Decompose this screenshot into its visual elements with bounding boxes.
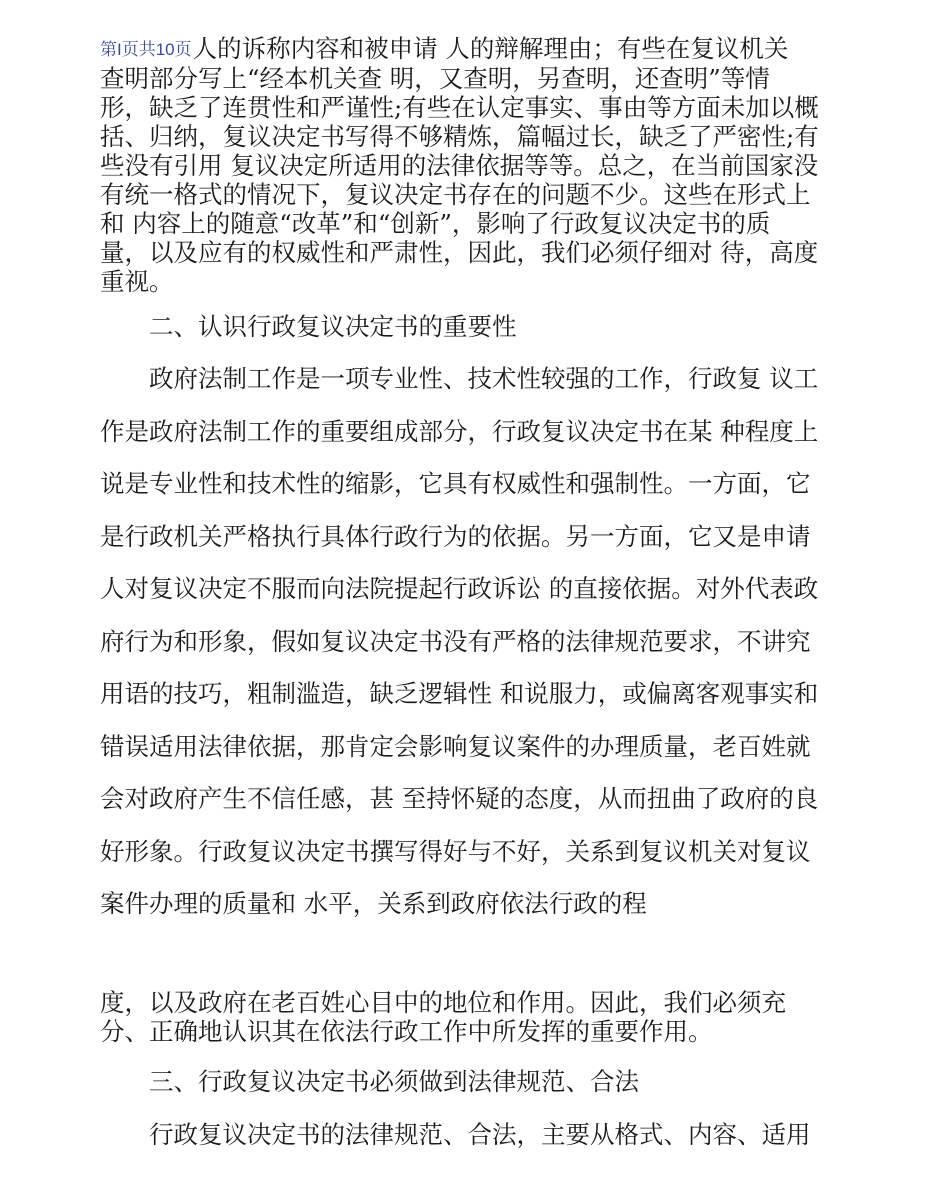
text-line: 案件办理的质量和 水平，关系到政府依法行政的程 xyxy=(100,889,647,918)
text-line: 括、归纳，复议决定书写得不够精炼，篇幅过长，缺乏了严密性;有 xyxy=(100,122,819,151)
text-line: 形，缺乏了连贯性和严谨性;有些在认定事实、事由等方面未加以概 xyxy=(100,93,819,122)
page-indicator: 第I页共10页 xyxy=(100,40,192,59)
text-line: 和 内容上的随意“改革”和“创新”，影响了行政复议决定书的质 xyxy=(100,209,771,238)
text-line: 些没有引用 复议决定所适用的法律依据等等。总之，在当前国家没 xyxy=(100,151,819,180)
text-line: 错误适用法律依据，那肯定会影响复议案件的办理质量，老百姓就 xyxy=(100,731,811,761)
text-line: 人对复议决定不服而向法院提起行政诉讼 的直接依据。对外代表政 xyxy=(100,574,819,603)
text-line: 度，以及政府在老百姓心目中的地位和作用。因此，我们必须充 xyxy=(100,988,786,1017)
text-line: 好形象。行政复议决定书撰写得好与不好，关系到复议机关对复议 xyxy=(100,836,811,866)
text-line: 是行政机关严格执行具体行政行为的依据。另一方面，它又是申请 xyxy=(100,521,811,551)
paragraph-1 xyxy=(100,34,855,296)
text-line: 说是专业性和技术性的缩影，它具有权威性和强制性。一方面，它 xyxy=(100,469,811,498)
text-line: 政府法制工作是一项专业性、技术性较强的工作，行政复 议工 xyxy=(149,364,819,393)
text-line: 分、正确地认识其在依法行政工作中所发挥的重要作用。 xyxy=(100,1017,713,1046)
paragraph-2 xyxy=(100,353,855,931)
text-line: 查明部分写上“经本机关查 明，又查明，另查明，还查明”等情 xyxy=(100,64,770,93)
paragraph-3 xyxy=(100,1120,904,1149)
text-line: 有统一格式的情况下，复议决定书存在的问题不少。这些在形式上 xyxy=(100,180,811,209)
text-line: 量，以及应有的权威性和严肃性，因此，我们必须仔细对 待，高度 xyxy=(100,238,819,267)
text-line: 作是政府法制工作的重要组成部分，行政复议决定书在某 种程度上 xyxy=(100,416,819,446)
text-line: 用语的技巧，粗制滥造，缺乏逻辑性 和说服力，或偏离客观事实和 xyxy=(100,679,819,708)
text-line: 会对政府产生不信任感，甚 至持怀疑的态度，从而扭曲了政府的良 xyxy=(100,784,819,813)
section-heading-2: 二、认识行政复议决定书的重要性 xyxy=(149,312,517,341)
text-line: 行政复议决定书的法律规范、合法，主要从格式、内容、适用 xyxy=(149,1120,811,1149)
text-line: 府行为和形象，假如复议决定书没有严格的法律规范要求，不讲究 xyxy=(100,626,811,656)
paragraph-continuation xyxy=(100,988,855,1046)
section-heading-3: 三、行政复议决定书必须做到法律规范、合法 xyxy=(149,1067,639,1096)
text-line: 第I页共10页人的诉称内容和被申请 人的辩解理由；有些在复议机关 xyxy=(100,34,789,63)
text-line: 重视。 xyxy=(100,267,174,296)
